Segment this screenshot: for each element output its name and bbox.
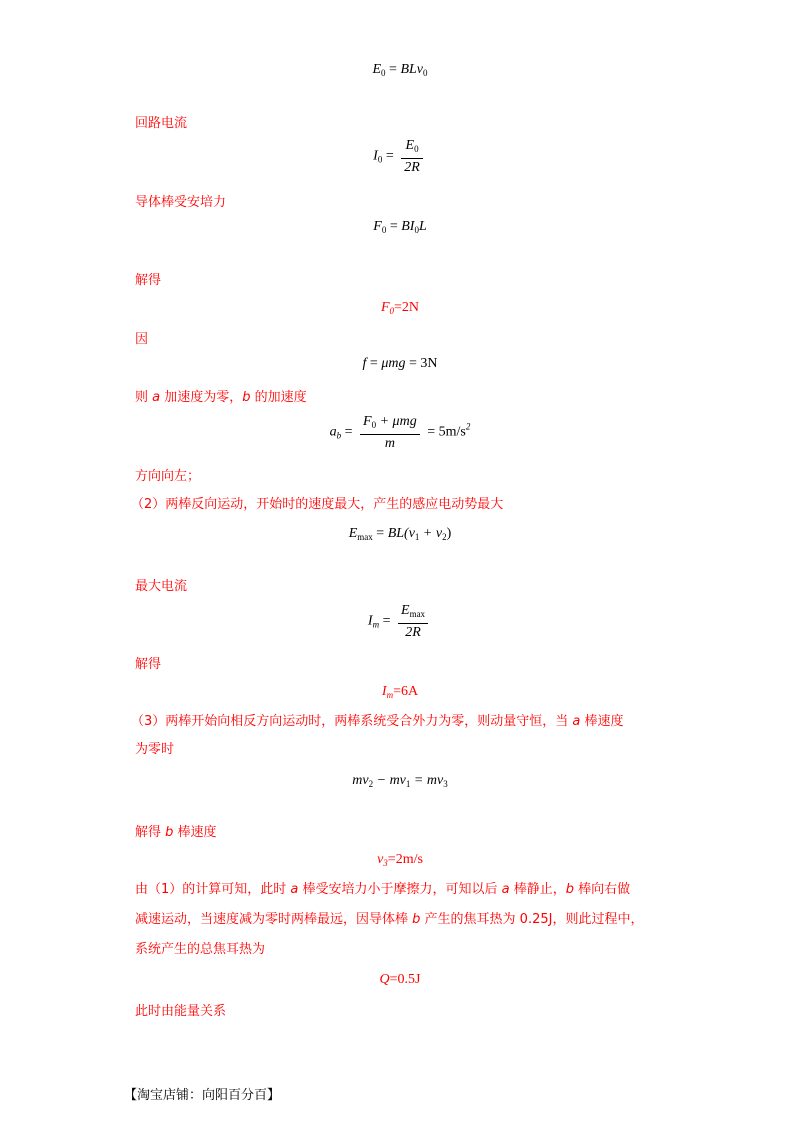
text-direction: 方向向左； — [135, 469, 201, 484]
text-solve-b-speed: 解得 b 棒速度 — [135, 825, 217, 840]
equation-current-max: $I_m$ = $\frac{E_{max}}{2R}$ — [0, 602, 800, 641]
equation-ampere-force: $F_0 = BI_0L$ — [373, 219, 427, 235]
text-analysis-line2: 减速运动，当速度减为零时两棒最远，因导体棒 b 产生的焦耳热为 0.25J，则此过程中， — [135, 912, 644, 927]
text-solve-1: 解得 — [135, 273, 162, 288]
text-part-3-line1: （3）两棒开始向相反方向运动时，两棒系统受合外力为零，则动量守恒，当 a 棒速度 — [131, 714, 624, 729]
equation-current-initial: $I_0$ = $\frac{E_0}{2R}$ — [0, 137, 800, 176]
equation-emf-initial: $E_0 = BLv_0$ — [372, 62, 428, 78]
text-solve-2: 解得 — [135, 657, 162, 672]
text-circuit-current: 回路电流 — [135, 116, 188, 131]
text-acceleration: 则 a 加速度为零，b 的加速度 — [135, 390, 307, 405]
result-velocity: $v_3=2m/s$ — [377, 852, 423, 868]
equation-emf-max: $E_{max} = BL(v_1 + v_2)$ — [348, 526, 452, 542]
text-part-3-line2: 为零时 — [135, 742, 175, 757]
result-heat: Q=0.5J — [379, 972, 421, 987]
equation-momentum: $mv_2 - mv_1 = mv_3$ — [352, 773, 448, 789]
equation-acceleration-b: $a_b$ = $\frac{F_0 + \mu mg}{m}$ = $5m/s^2$ — [329, 414, 471, 451]
result-force: $F_0=2N$ — [380, 300, 420, 316]
result-current: $I_m=6A$ — [381, 684, 419, 700]
text-analysis-line1: 由（1）的计算可知，此时 a 棒受安培力小于摩擦力，可知以后 a 棒静止，b 棒向右做 — [135, 882, 631, 897]
footer-shop-info: 【淘宝店铺：向阳百分百】 — [124, 1088, 281, 1103]
text-ampere-force: 导体棒受安培力 — [135, 195, 227, 210]
equation-friction: f = μmg = 3N — [362, 356, 438, 371]
text-energy-relation: 此时由能量关系 — [135, 1004, 227, 1019]
text-because: 因 — [135, 332, 149, 347]
text-analysis-line3: 系统产生的总焦耳热为 — [135, 942, 266, 957]
text-max-current: 最大电流 — [135, 579, 188, 594]
text-part-2: （2）两棒反向运动，开始时的速度最大，产生的感应电动势最大 — [131, 497, 504, 512]
